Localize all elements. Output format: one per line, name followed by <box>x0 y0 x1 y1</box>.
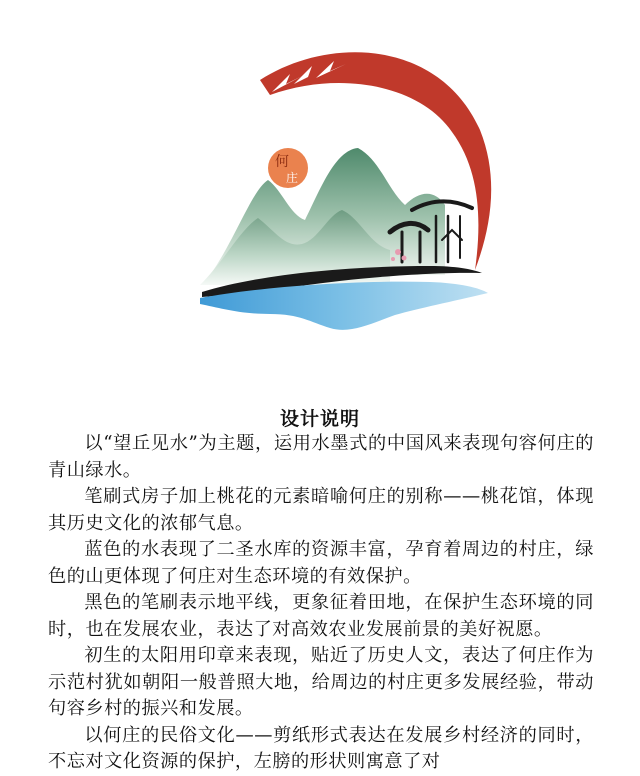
paragraph-house: 笔刷式房子加上桃花的元素暗喻何庄的别称——桃花馆，体现其历史文化的浓郁气息。 <box>48 486 594 534</box>
svg-text:庄: 庄 <box>286 171 299 185</box>
doc-title: 设计说明 <box>279 408 360 430</box>
village-logo <box>190 40 500 340</box>
design-description <box>48 431 594 776</box>
paragraph-water: 蓝色的水表现了二圣水库的资源丰富，孕育着周边的村庄，绿色的山更体现了何庄对生态环境的有效保护。 <box>48 539 594 587</box>
paragraph-horizon: 黑色的笔刷表示地平线，更象征着田地，在保护生态环境的同时，也在发展农业，表达了对高效农业发展前景的美好祝愿。 <box>48 592 594 640</box>
svg-text:何: 何 <box>275 154 289 170</box>
paragraph-sun: 初生的太阳用印章来表现，贴近了历史人文，表达了何庄作为示范村犹如朝阳一般普照大地，给周边的村庄更多发展经验，带动句容乡村的振兴和发展。 <box>48 645 594 719</box>
paragraph-theme: 以“望丘见水”为主题，运用水墨式的中国风来表现句容何庄的青山绿水。 <box>48 433 594 481</box>
paragraph-folk: 以何庄的民俗文化——剪纸形式表达在发展乡村经济的同时，不忘对文化资源的保护，左膀的形状则寓意了对 <box>48 724 594 772</box>
